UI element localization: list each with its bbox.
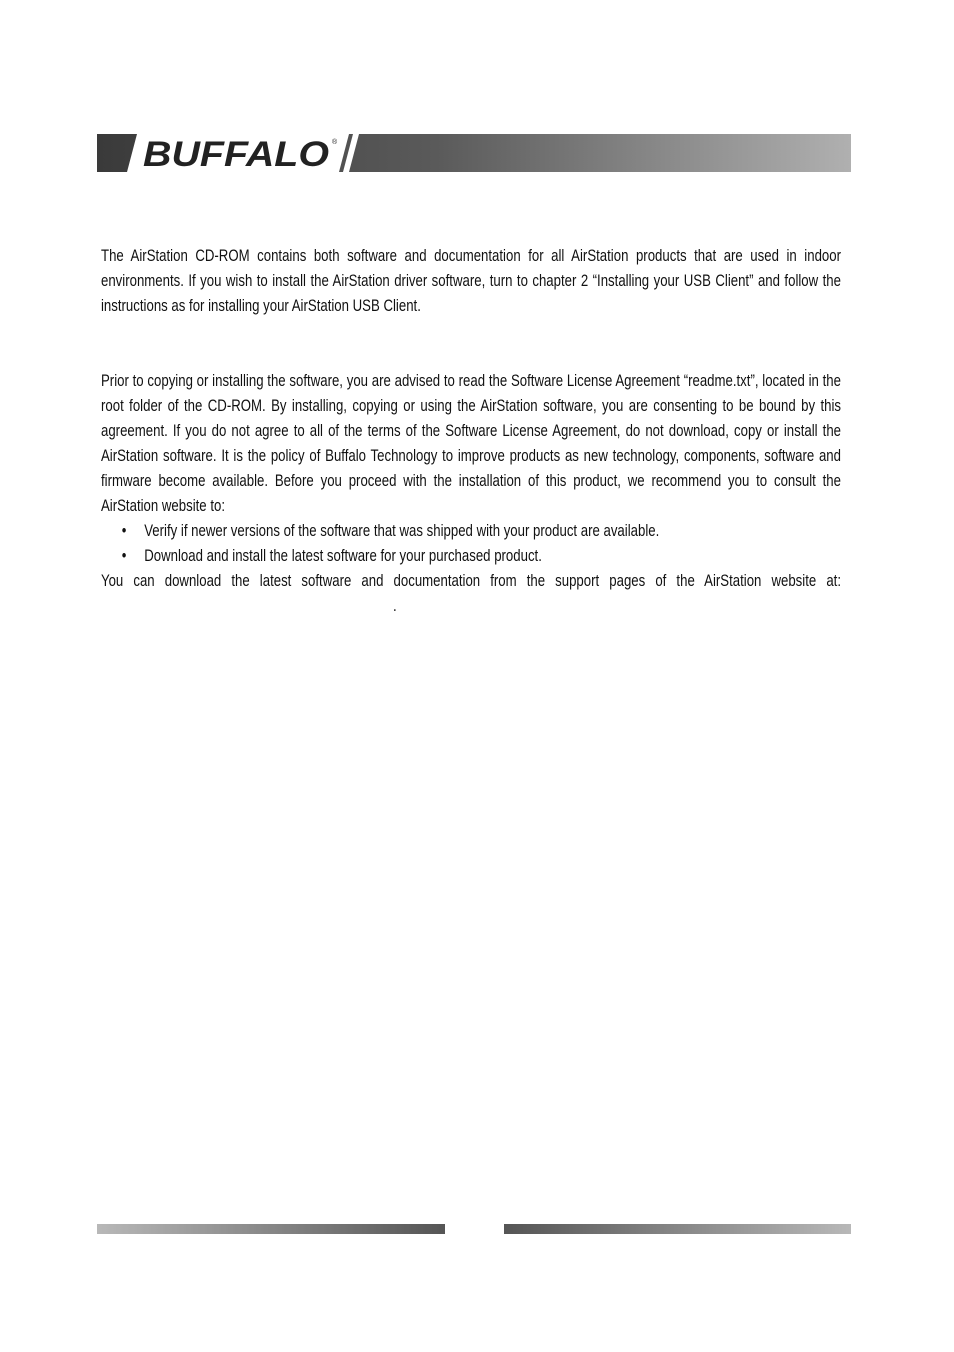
download-period: .: [393, 597, 397, 615]
buffalo-logo-banner: [97, 134, 851, 172]
footer-bar-left: [97, 1224, 445, 1234]
footer-bar-right: [504, 1224, 851, 1234]
list-item: • Verify if newer versions of the software that was shipped with your product are available.: [122, 519, 841, 544]
license-paragraph: Prior to copying or installing the software, you are advised to read the Software License Agreement “readme.txt”, located in the root folder of the CD-ROM. By installing, copying or using the AirStation software, you are consenting to be bound by this agreement. If you do not agree to all of the terms of the Software License Agreement, do not download, copy or install the AirStation software. It is the policy of Buffalo Technology to improve products as new technology, components, software and firmware become available. Before you proceed with the installation of this product, we recommend you to consult the AirStation website to:: [101, 372, 841, 515]
main-content: [101, 244, 841, 619]
registered-mark: ®: [332, 139, 338, 146]
logo-text: BUFFALO: [143, 135, 329, 172]
download-paragraph: [101, 569, 841, 619]
intro-paragraph: The AirStation CD-ROM contains both software and documentation for all AirStation products that are used in indoor environments. If you wish to install the AirStation driver software, turn to chapter 2 “Installing your USB Client” and follow the instructions as for installing your AirStation USB Client.: [101, 247, 841, 315]
list-item: • Download and install the latest software for your purchased product.: [122, 544, 841, 569]
download-text: You can download the latest software and documentation from the support pages of the AirStation website at:: [101, 572, 841, 590]
header-banner: [97, 134, 851, 172]
recommendation-list: [101, 519, 841, 569]
